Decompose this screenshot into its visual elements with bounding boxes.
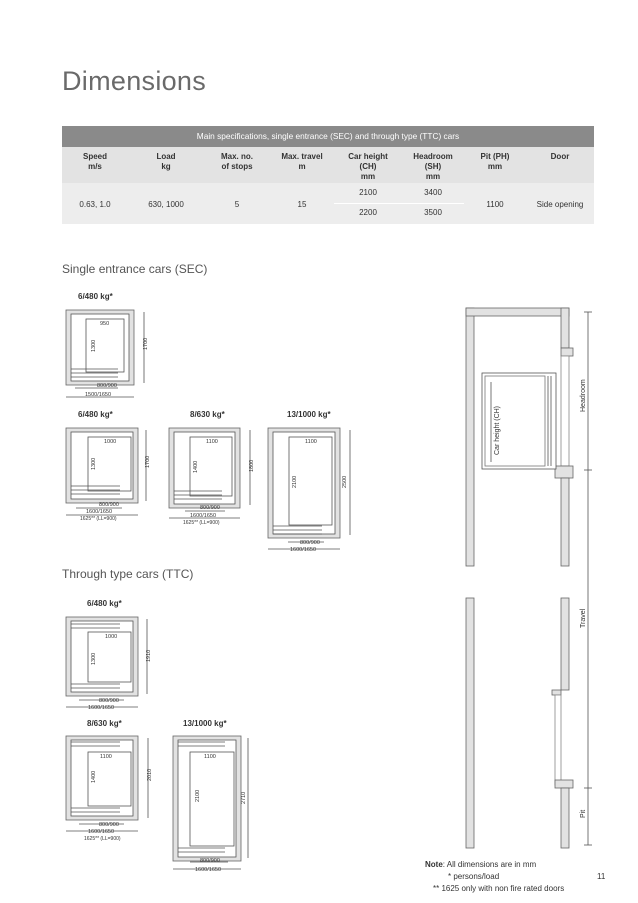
sec-d2-width: 1000 xyxy=(104,439,117,445)
col-pit: Pit (PH) mm xyxy=(480,152,510,171)
ttc-d1-plan xyxy=(66,617,147,707)
ttc-d3-shaft-depth: 2710 xyxy=(241,791,247,804)
ttc-d2-depth: 1400 xyxy=(91,770,97,783)
page-title: Dimensions xyxy=(62,66,207,96)
note-line-1: Note: All dimensions are in mm xyxy=(425,860,537,869)
ttc-d2-shaft-width-ll: 1625** (LL=900) xyxy=(84,836,121,842)
ttc-heading: Through type cars (TTC) xyxy=(62,567,194,581)
cell-travel: 15 xyxy=(297,200,307,209)
ttc-d2-shaft-depth: 2010 xyxy=(147,768,153,781)
note-line-3: ** 1625 only with non fire rated doors xyxy=(433,884,565,893)
ttc-d1-depth: 1300 xyxy=(91,652,97,665)
col-load: Load kg xyxy=(156,152,176,171)
sec-d2-depth: 1300 xyxy=(91,457,97,470)
col-headroom: Headroom (SH) mm xyxy=(413,152,453,181)
cell-door: Side opening xyxy=(536,200,584,209)
ttc-d1-width: 1000 xyxy=(105,634,118,640)
sec-d2-door: 800/900 xyxy=(99,502,119,508)
ttc-d2-label: 8/630 kg* xyxy=(87,719,122,728)
sec-d2-shaft-width: 1600/1650 xyxy=(86,509,112,515)
col-door: Door xyxy=(550,152,570,161)
cell-sh-1: 3400 xyxy=(424,188,442,197)
cell-load: 630, 1000 xyxy=(148,200,184,209)
shaft-pit-label: Pit xyxy=(580,809,587,818)
cell-sh-2: 3500 xyxy=(424,208,442,217)
ttc-d1-door: 800/900 xyxy=(99,698,119,704)
shaft-car-height-label: Car height (CH) xyxy=(494,405,501,455)
col-speed: Speed m/s xyxy=(82,152,107,171)
cell-ch-1: 2100 xyxy=(359,188,377,197)
sec-d3-shaft-width-ll: 1625** (LL=900) xyxy=(183,520,220,526)
ttc-d2-door: 800/900 xyxy=(99,822,119,828)
sec-d1-shaft-depth: 1700 xyxy=(143,337,149,350)
ttc-d3-width: 1100 xyxy=(204,754,216,760)
sec-d1-shaft-width: 1500/1650 xyxy=(85,392,111,398)
shaft-section xyxy=(466,308,592,848)
sec-d3-width: 1100 xyxy=(206,439,218,445)
sec-heading: Single entrance cars (SEC) xyxy=(62,262,208,276)
cell-ch-2: 2200 xyxy=(359,208,377,217)
ttc-d2-shaft-width: 1600/1650 xyxy=(88,829,114,835)
sec-d4-shaft-depth: 2500 xyxy=(342,475,348,488)
page-number: 11 xyxy=(597,872,606,881)
col-car-height: Car height (CH) mm xyxy=(348,152,388,181)
cell-speed: 0.63, 1.0 xyxy=(79,200,111,209)
sec-d1-width: 950 xyxy=(100,321,110,327)
sec-d2-shaft-depth: 1700 xyxy=(145,455,151,468)
sec-d4-depth: 2100 xyxy=(292,475,298,488)
sec-d4-label: 13/1000 kg* xyxy=(287,410,331,419)
sec-d2-shaft-width-ll: 1625** (LL=900) xyxy=(80,516,117,522)
col-travel: Max. travel m xyxy=(281,152,323,171)
ttc-d2-plan xyxy=(66,736,148,831)
sec-d3-label: 8/630 kg* xyxy=(190,410,225,419)
ttc-d1-shaft-width: 1600/1650 xyxy=(88,705,114,711)
shaft-headroom-label: Headroom xyxy=(580,379,587,412)
ttc-d3-shaft-width: 1600/1650 xyxy=(195,867,221,873)
note-line-2: * persons/load xyxy=(448,872,500,881)
cell-stops: 5 xyxy=(234,200,240,209)
sec-d3-door: 800/900 xyxy=(200,505,220,511)
table-caption: Main specifications, single entrance (SEC) and through type (TTC) cars xyxy=(62,126,594,147)
sec-d2-label: 6/480 kg* xyxy=(78,410,113,419)
cell-pit: 1100 xyxy=(486,200,504,209)
sec-d4-shaft-width: 1600/1650 xyxy=(290,547,316,553)
sec-d4-width: 1100 xyxy=(305,439,317,445)
sec-d4-door: 800/900 xyxy=(300,540,320,546)
shaft-travel-label: Travel xyxy=(580,608,587,628)
ttc-d3-label: 13/1000 kg* xyxy=(183,719,227,728)
ttc-d3-door: 800/900 xyxy=(200,858,220,864)
ttc-d3-depth: 2100 xyxy=(195,789,201,802)
sec-d3-shaft-width: 1600/1650 xyxy=(190,513,216,519)
sec-d1-door: 800/900 xyxy=(97,383,117,389)
sec-d3-shaft-depth: 1800 xyxy=(249,459,255,472)
sec-d3-depth: 1400 xyxy=(193,460,199,473)
ttc-d1-label: 6/480 kg* xyxy=(87,599,122,608)
ttc-d2-width: 1100 xyxy=(100,754,112,760)
sec-d4-plan xyxy=(268,428,350,549)
sec-d1-label: 6/480 kg* xyxy=(78,292,113,301)
sec-d1-depth: 1300 xyxy=(91,339,97,352)
ttc-d1-shaft-depth: 1910 xyxy=(146,649,152,662)
col-stops: Max. no. of stops xyxy=(220,152,253,171)
